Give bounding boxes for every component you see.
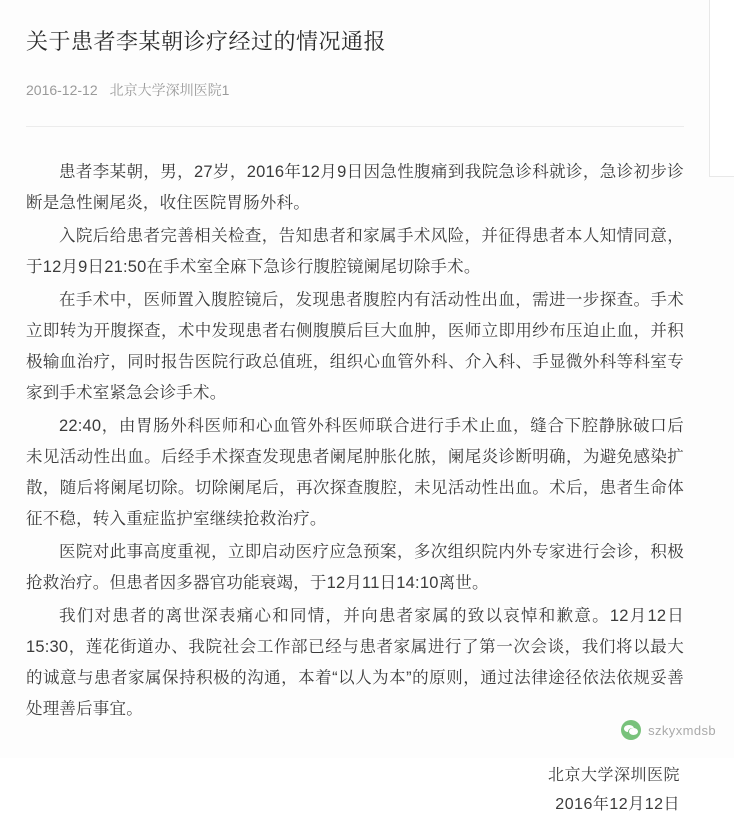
signature-block [26, 761, 684, 819]
paragraph: 在手术中，医师置入腹腔镜后，发现患者腹腔内有活动性出血，需进一步探查。手术立即转为开腹探查，术中发现患者右侧腹膜后巨大血肿，医师立即用纱布压迫止血，并积极输血治疗，同时报告医院行政总值班，组织心血管外科、介入科、手显微外科等科室专家到手术室紧急会诊手术。 [26, 291, 684, 402]
paragraph: 患者李某朝，男，27岁，2016年12月9日因急性腹痛到我院急诊科就诊，急诊初步诊断是急性阑尾炎，收住医院胃肠外科。 [26, 163, 684, 212]
page-title: 关于患者李某朝诊疗经过的情况通报 [26, 29, 387, 54]
paragraph: 22:40，由胃肠外科医师和心血管外科医师联合进行手术止血，缝合下腔静脉破口后未见活动性出血。后经手术探查发现患者阑尾肿胀化脓，阑尾炎诊断明确，为避免感染扩散，随后将阑尾切除。切除阑尾后，再次探查腹腔，未见活动性出血。术后，患者生命体征不稳，转入重症监护室继续抢救治疗。 [26, 417, 684, 528]
signature-date: 2016年12月12日 [555, 796, 680, 813]
watermark [621, 720, 716, 740]
watermark-text: szkyxmdsb [648, 722, 716, 738]
article-meta [26, 80, 684, 100]
right-panel-edge [709, 0, 734, 177]
paragraph: 医院对此事高度重视，立即启动医疗应急预案，多次组织院内外专家进行会诊，积极抢救治疗。但患者因多器官功能衰竭，于12月11日14:10离世。 [26, 543, 684, 592]
paragraph: 我们对患者的离世深表痛心和同情，并向患者家属的致以哀悼和歉意。12月12日15:30，莲花街道办、我院社会工作部已经与患者家属进行了第一次会谈，我们将以最大的诚意与患者家属保持积极的沟通，本着“以人为本”的原则，通过法律途径依法依规妥善处理善后事宜。 [26, 607, 684, 718]
publish-date: 2016-12-12 [26, 82, 98, 98]
wechat-icon [621, 720, 641, 740]
signature-organization: 北京大学深圳医院 [547, 767, 680, 784]
paragraph: 入院后给患者完善相关检查，告知患者和家属手术风险，并征得患者本人知情同意，于12月9日21:50在手术室全麻下急诊行腹腔镜阑尾切除手术。 [26, 227, 684, 276]
article-body [26, 157, 684, 725]
header-divider [26, 126, 684, 127]
article-source[interactable]: 北京大学深圳医院1 [109, 82, 230, 98]
